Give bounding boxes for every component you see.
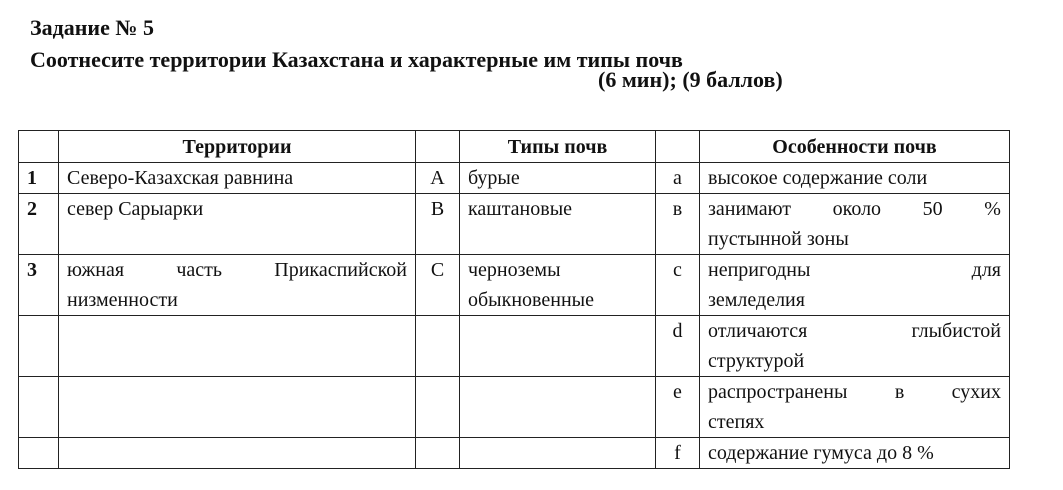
table-row: [19, 316, 1010, 377]
feature-line: структурой: [708, 350, 805, 372]
task-header: [30, 12, 1030, 76]
soil-letter: C: [416, 255, 460, 316]
feature-letter: a: [656, 163, 700, 194]
table-row: [19, 255, 1010, 316]
task-instruction: Соотнесите территории Казахстана и характерные им типы почв: [30, 47, 683, 72]
feature-line: [708, 316, 1001, 346]
feature-cell: [700, 194, 1010, 255]
table-header-row: [19, 131, 1010, 163]
empty-cell: [59, 377, 416, 438]
territory-line: низменности: [67, 289, 178, 311]
feature-letter: e: [656, 377, 700, 438]
empty-cell: [19, 377, 59, 438]
table-row: [19, 163, 1010, 194]
header-territories: Территории: [59, 131, 416, 163]
empty-cell: [59, 316, 416, 377]
feature-cell: высокое содержание соли: [700, 163, 1010, 194]
row-number: 2: [19, 194, 59, 255]
feature-word: отличаются: [708, 320, 808, 342]
task-title: Задание № 5: [30, 15, 154, 40]
feature-word: для: [971, 259, 1001, 281]
feature-cell: [700, 316, 1010, 377]
header-soil-features: Особенности почв: [700, 131, 1010, 163]
feature-letter: d: [656, 316, 700, 377]
feature-cell: содержание гумуса до 8 %: [700, 438, 1010, 469]
feature-line: [708, 255, 1001, 285]
task-meta: (6 мин); (9 баллов): [598, 67, 783, 92]
territory-line: [67, 255, 407, 285]
feature-word: 50: [922, 198, 943, 220]
feature-line: [708, 194, 1001, 224]
header-feature-letter-cell: [656, 131, 700, 163]
empty-cell: [19, 316, 59, 377]
feature-word: глыбистой: [911, 320, 1001, 342]
territory-cell: Северо-Казахская равнина: [59, 163, 416, 194]
empty-cell: [460, 316, 656, 377]
soil-letter: A: [416, 163, 460, 194]
feature-word: около: [832, 198, 882, 220]
empty-cell: [19, 438, 59, 469]
feature-letter: f: [656, 438, 700, 469]
header-letter-cell: [416, 131, 460, 163]
empty-cell: [59, 438, 416, 469]
territory-word: Прикаспийской: [274, 259, 407, 281]
feature-letter: c: [656, 255, 700, 316]
feature-cell: [700, 377, 1010, 438]
feature-letter: в: [656, 194, 700, 255]
feature-cell: [700, 255, 1010, 316]
soil-type-cell: бурые: [460, 163, 656, 194]
header-num-cell: [19, 131, 59, 163]
row-number: 3: [19, 255, 59, 316]
row-number: 1: [19, 163, 59, 194]
territory-cell: [59, 255, 416, 316]
soil-type-cell: каштановые: [460, 194, 656, 255]
territory-word: часть: [176, 259, 222, 281]
table-row: [19, 438, 1010, 469]
territory-word: южная: [67, 259, 125, 281]
feature-line: степях: [708, 411, 765, 433]
header-soil-types: Типы почв: [460, 131, 656, 163]
empty-cell: [416, 316, 460, 377]
feature-word: непригодны: [708, 259, 811, 281]
territory-cell: север Сарыарки: [59, 194, 416, 255]
feature-line: пустынной зоны: [708, 228, 849, 250]
empty-cell: [460, 438, 656, 469]
empty-cell: [460, 377, 656, 438]
feature-word: сухих: [951, 381, 1001, 403]
empty-cell: [416, 377, 460, 438]
soil-type-cell: [460, 255, 656, 316]
feature-word: распространены: [708, 381, 848, 403]
feature-word: занимают: [708, 198, 791, 220]
feature-line: земледелия: [708, 289, 805, 311]
matching-table: [18, 130, 1010, 469]
soil-line: обыкновенные: [468, 289, 594, 311]
feature-word: %: [984, 198, 1001, 220]
table-row: [19, 194, 1010, 255]
soil-line: черноземы: [468, 259, 561, 281]
feature-line: [708, 377, 1001, 407]
empty-cell: [416, 438, 460, 469]
table-row: [19, 377, 1010, 438]
soil-letter: B: [416, 194, 460, 255]
feature-word: в: [894, 381, 905, 403]
